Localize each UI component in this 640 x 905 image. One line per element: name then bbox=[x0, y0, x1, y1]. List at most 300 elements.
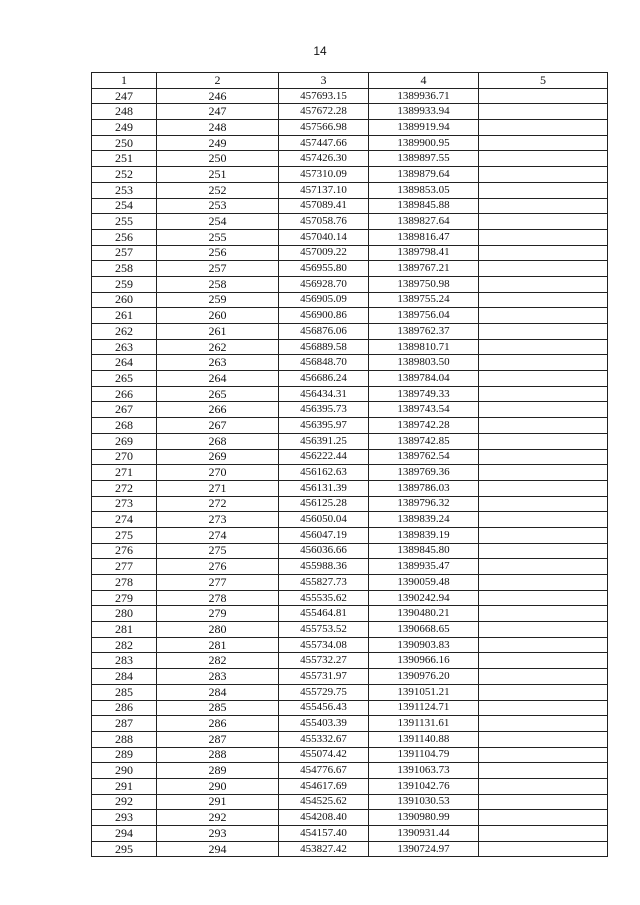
point-number-cell: 268 bbox=[92, 418, 157, 434]
note-cell bbox=[479, 794, 608, 810]
y-coordinate-cell: 1389798.41 bbox=[369, 245, 479, 261]
y-coordinate-cell: 1390903.83 bbox=[369, 637, 479, 653]
previous-point-cell: 285 bbox=[157, 700, 279, 716]
table-row bbox=[92, 653, 608, 669]
note-cell bbox=[479, 606, 608, 622]
previous-point-cell: 247 bbox=[157, 104, 279, 120]
point-number-cell: 260 bbox=[92, 292, 157, 308]
y-coordinate-cell: 1389742.85 bbox=[369, 433, 479, 449]
x-coordinate-cell: 457447.66 bbox=[279, 135, 369, 151]
point-number-cell: 254 bbox=[92, 198, 157, 214]
previous-point-cell: 254 bbox=[157, 214, 279, 230]
point-number-cell: 253 bbox=[92, 182, 157, 198]
note-cell bbox=[479, 826, 608, 842]
y-coordinate-cell: 1389750.98 bbox=[369, 276, 479, 292]
y-coordinate-cell: 1390242.94 bbox=[369, 590, 479, 606]
y-coordinate-cell: 1389749.33 bbox=[369, 386, 479, 402]
table-row bbox=[92, 606, 608, 622]
column-header-5: 5 bbox=[479, 73, 608, 89]
table-row bbox=[92, 669, 608, 685]
column-header-3: 3 bbox=[279, 73, 369, 89]
point-number-cell: 255 bbox=[92, 214, 157, 230]
table-row bbox=[92, 324, 608, 340]
previous-point-cell: 256 bbox=[157, 245, 279, 261]
note-cell bbox=[479, 308, 608, 324]
point-number-cell: 295 bbox=[92, 841, 157, 857]
previous-point-cell: 294 bbox=[157, 841, 279, 857]
x-coordinate-cell: 455403.39 bbox=[279, 716, 369, 732]
table-row bbox=[92, 402, 608, 418]
previous-point-cell: 293 bbox=[157, 826, 279, 842]
note-cell bbox=[479, 324, 608, 340]
table-row bbox=[92, 308, 608, 324]
x-coordinate-cell: 456391.25 bbox=[279, 433, 369, 449]
previous-point-cell: 292 bbox=[157, 810, 279, 826]
x-coordinate-cell: 454208.40 bbox=[279, 810, 369, 826]
previous-point-cell: 251 bbox=[157, 167, 279, 183]
x-coordinate-cell: 455753.52 bbox=[279, 622, 369, 638]
note-cell bbox=[479, 402, 608, 418]
y-coordinate-cell: 1391051.21 bbox=[369, 684, 479, 700]
y-coordinate-cell: 1389786.03 bbox=[369, 480, 479, 496]
x-coordinate-cell: 456395.97 bbox=[279, 418, 369, 434]
x-coordinate-cell: 456162.63 bbox=[279, 465, 369, 481]
table-row bbox=[92, 810, 608, 826]
point-number-cell: 271 bbox=[92, 465, 157, 481]
table-row bbox=[92, 684, 608, 700]
previous-point-cell: 267 bbox=[157, 418, 279, 434]
x-coordinate-cell: 455827.73 bbox=[279, 575, 369, 591]
note-cell bbox=[479, 512, 608, 528]
x-coordinate-cell: 457566.98 bbox=[279, 120, 369, 136]
note-cell bbox=[479, 669, 608, 685]
note-cell bbox=[479, 465, 608, 481]
y-coordinate-cell: 1389756.04 bbox=[369, 308, 479, 324]
table-row bbox=[92, 763, 608, 779]
previous-point-cell: 260 bbox=[157, 308, 279, 324]
table-row bbox=[92, 433, 608, 449]
table-row bbox=[92, 512, 608, 528]
note-cell bbox=[479, 810, 608, 826]
point-number-cell: 264 bbox=[92, 355, 157, 371]
x-coordinate-cell: 455734.08 bbox=[279, 637, 369, 653]
y-coordinate-cell: 1389900.95 bbox=[369, 135, 479, 151]
note-cell bbox=[479, 559, 608, 575]
note-cell bbox=[479, 120, 608, 136]
point-number-cell: 266 bbox=[92, 386, 157, 402]
note-cell bbox=[479, 731, 608, 747]
y-coordinate-cell: 1389839.19 bbox=[369, 527, 479, 543]
x-coordinate-cell: 454157.40 bbox=[279, 826, 369, 842]
point-number-cell: 250 bbox=[92, 135, 157, 151]
point-number-cell: 263 bbox=[92, 339, 157, 355]
y-coordinate-cell: 1391124.71 bbox=[369, 700, 479, 716]
note-cell bbox=[479, 135, 608, 151]
previous-point-cell: 259 bbox=[157, 292, 279, 308]
x-coordinate-cell: 457672.28 bbox=[279, 104, 369, 120]
y-coordinate-cell: 1389762.37 bbox=[369, 324, 479, 340]
point-number-cell: 285 bbox=[92, 684, 157, 700]
point-number-cell: 281 bbox=[92, 622, 157, 638]
previous-point-cell: 250 bbox=[157, 151, 279, 167]
point-number-cell: 269 bbox=[92, 433, 157, 449]
y-coordinate-cell: 1389755.24 bbox=[369, 292, 479, 308]
point-number-cell: 270 bbox=[92, 449, 157, 465]
point-number-cell: 293 bbox=[92, 810, 157, 826]
note-cell bbox=[479, 371, 608, 387]
previous-point-cell: 253 bbox=[157, 198, 279, 214]
x-coordinate-cell: 456222.44 bbox=[279, 449, 369, 465]
x-coordinate-cell: 455731.97 bbox=[279, 669, 369, 685]
y-coordinate-cell: 1389784.04 bbox=[369, 371, 479, 387]
note-cell bbox=[479, 480, 608, 496]
point-number-cell: 274 bbox=[92, 512, 157, 528]
point-number-cell: 258 bbox=[92, 261, 157, 277]
x-coordinate-cell: 456050.04 bbox=[279, 512, 369, 528]
note-cell bbox=[479, 104, 608, 120]
x-coordinate-cell: 455988.36 bbox=[279, 559, 369, 575]
table-row bbox=[92, 151, 608, 167]
table-body bbox=[92, 88, 608, 857]
note-cell bbox=[479, 386, 608, 402]
previous-point-cell: 284 bbox=[157, 684, 279, 700]
point-number-cell: 289 bbox=[92, 747, 157, 763]
note-cell bbox=[479, 637, 608, 653]
x-coordinate-cell: 456131.39 bbox=[279, 480, 369, 496]
table-row bbox=[92, 339, 608, 355]
note-cell bbox=[479, 778, 608, 794]
note-cell bbox=[479, 418, 608, 434]
previous-point-cell: 279 bbox=[157, 606, 279, 622]
table-row bbox=[92, 716, 608, 732]
previous-point-cell: 261 bbox=[157, 324, 279, 340]
table-row bbox=[92, 229, 608, 245]
y-coordinate-cell: 1389796.32 bbox=[369, 496, 479, 512]
x-coordinate-cell: 456889.58 bbox=[279, 339, 369, 355]
point-number-cell: 248 bbox=[92, 104, 157, 120]
y-coordinate-cell: 1391131.61 bbox=[369, 716, 479, 732]
table-row bbox=[92, 386, 608, 402]
x-coordinate-cell: 455456.43 bbox=[279, 700, 369, 716]
previous-point-cell: 268 bbox=[157, 433, 279, 449]
previous-point-cell: 276 bbox=[157, 559, 279, 575]
previous-point-cell: 270 bbox=[157, 465, 279, 481]
point-number-cell: 282 bbox=[92, 637, 157, 653]
table-row bbox=[92, 449, 608, 465]
table-row bbox=[92, 559, 608, 575]
x-coordinate-cell: 455729.75 bbox=[279, 684, 369, 700]
x-coordinate-cell: 455332.67 bbox=[279, 731, 369, 747]
y-coordinate-cell: 1390724.97 bbox=[369, 841, 479, 857]
note-cell bbox=[479, 716, 608, 732]
y-coordinate-cell: 1389845.88 bbox=[369, 198, 479, 214]
table-row bbox=[92, 245, 608, 261]
coordinates-table bbox=[91, 72, 608, 857]
note-cell bbox=[479, 229, 608, 245]
x-coordinate-cell: 456036.66 bbox=[279, 543, 369, 559]
previous-point-cell: 264 bbox=[157, 371, 279, 387]
y-coordinate-cell: 1389935.47 bbox=[369, 559, 479, 575]
x-coordinate-cell: 457009.22 bbox=[279, 245, 369, 261]
x-coordinate-cell: 456047.19 bbox=[279, 527, 369, 543]
previous-point-cell: 280 bbox=[157, 622, 279, 638]
y-coordinate-cell: 1391140.88 bbox=[369, 731, 479, 747]
y-coordinate-cell: 1389827.64 bbox=[369, 214, 479, 230]
note-cell bbox=[479, 590, 608, 606]
point-number-cell: 275 bbox=[92, 527, 157, 543]
table-row bbox=[92, 182, 608, 198]
x-coordinate-cell: 456395.73 bbox=[279, 402, 369, 418]
y-coordinate-cell: 1389810.71 bbox=[369, 339, 479, 355]
point-number-cell: 286 bbox=[92, 700, 157, 716]
previous-point-cell: 274 bbox=[157, 527, 279, 543]
y-coordinate-cell: 1389845.80 bbox=[369, 543, 479, 559]
previous-point-cell: 290 bbox=[157, 778, 279, 794]
table-row bbox=[92, 841, 608, 857]
previous-point-cell: 248 bbox=[157, 120, 279, 136]
note-cell bbox=[479, 527, 608, 543]
y-coordinate-cell: 1390931.44 bbox=[369, 826, 479, 842]
note-cell bbox=[479, 747, 608, 763]
previous-point-cell: 291 bbox=[157, 794, 279, 810]
point-number-cell: 277 bbox=[92, 559, 157, 575]
y-coordinate-cell: 1389936.71 bbox=[369, 88, 479, 104]
note-cell bbox=[479, 167, 608, 183]
note-cell bbox=[479, 292, 608, 308]
x-coordinate-cell: 456900.86 bbox=[279, 308, 369, 324]
note-cell bbox=[479, 763, 608, 779]
x-coordinate-cell: 457089.41 bbox=[279, 198, 369, 214]
previous-point-cell: 281 bbox=[157, 637, 279, 653]
note-cell bbox=[479, 622, 608, 638]
point-number-cell: 283 bbox=[92, 653, 157, 669]
x-coordinate-cell: 457426.30 bbox=[279, 151, 369, 167]
y-coordinate-cell: 1389767.21 bbox=[369, 261, 479, 277]
note-cell bbox=[479, 245, 608, 261]
x-coordinate-cell: 456905.09 bbox=[279, 292, 369, 308]
table-row bbox=[92, 794, 608, 810]
table-row bbox=[92, 496, 608, 512]
x-coordinate-cell: 456928.70 bbox=[279, 276, 369, 292]
previous-point-cell: 272 bbox=[157, 496, 279, 512]
y-coordinate-cell: 1389742.28 bbox=[369, 418, 479, 434]
previous-point-cell: 271 bbox=[157, 480, 279, 496]
point-number-cell: 257 bbox=[92, 245, 157, 261]
table-row bbox=[92, 480, 608, 496]
previous-point-cell: 266 bbox=[157, 402, 279, 418]
note-cell bbox=[479, 449, 608, 465]
point-number-cell: 273 bbox=[92, 496, 157, 512]
previous-point-cell: 252 bbox=[157, 182, 279, 198]
y-coordinate-cell: 1389879.64 bbox=[369, 167, 479, 183]
x-coordinate-cell: 454776.67 bbox=[279, 763, 369, 779]
table-row bbox=[92, 418, 608, 434]
table-row bbox=[92, 622, 608, 638]
y-coordinate-cell: 1389816.47 bbox=[369, 229, 479, 245]
y-coordinate-cell: 1389919.94 bbox=[369, 120, 479, 136]
point-number-cell: 280 bbox=[92, 606, 157, 622]
table-row bbox=[92, 637, 608, 653]
point-number-cell: 265 bbox=[92, 371, 157, 387]
y-coordinate-cell: 1390976.20 bbox=[369, 669, 479, 685]
x-coordinate-cell: 457040.14 bbox=[279, 229, 369, 245]
point-number-cell: 279 bbox=[92, 590, 157, 606]
note-cell bbox=[479, 339, 608, 355]
note-cell bbox=[479, 433, 608, 449]
y-coordinate-cell: 1389762.54 bbox=[369, 449, 479, 465]
x-coordinate-cell: 456686.24 bbox=[279, 371, 369, 387]
previous-point-cell: 258 bbox=[157, 276, 279, 292]
y-coordinate-cell: 1390980.99 bbox=[369, 810, 479, 826]
table-row bbox=[92, 575, 608, 591]
point-number-cell: 278 bbox=[92, 575, 157, 591]
page-number: 14 bbox=[313, 44, 327, 58]
x-coordinate-cell: 455464.81 bbox=[279, 606, 369, 622]
y-coordinate-cell: 1390966.16 bbox=[369, 653, 479, 669]
x-coordinate-cell: 457058.76 bbox=[279, 214, 369, 230]
table-row bbox=[92, 120, 608, 136]
previous-point-cell: 275 bbox=[157, 543, 279, 559]
table-row bbox=[92, 88, 608, 104]
point-number-cell: 292 bbox=[92, 794, 157, 810]
x-coordinate-cell: 456848.70 bbox=[279, 355, 369, 371]
previous-point-cell: 249 bbox=[157, 135, 279, 151]
x-coordinate-cell: 457310.09 bbox=[279, 167, 369, 183]
note-cell bbox=[479, 355, 608, 371]
note-cell bbox=[479, 543, 608, 559]
previous-point-cell: 257 bbox=[157, 261, 279, 277]
previous-point-cell: 262 bbox=[157, 339, 279, 355]
note-cell bbox=[479, 198, 608, 214]
point-number-cell: 287 bbox=[92, 716, 157, 732]
previous-point-cell: 246 bbox=[157, 88, 279, 104]
x-coordinate-cell: 455074.42 bbox=[279, 747, 369, 763]
x-coordinate-cell: 456434.31 bbox=[279, 386, 369, 402]
y-coordinate-cell: 1390480.21 bbox=[369, 606, 479, 622]
previous-point-cell: 273 bbox=[157, 512, 279, 528]
y-coordinate-cell: 1390059.48 bbox=[369, 575, 479, 591]
note-cell bbox=[479, 261, 608, 277]
note-cell bbox=[479, 214, 608, 230]
previous-point-cell: 263 bbox=[157, 355, 279, 371]
x-coordinate-cell: 457693.15 bbox=[279, 88, 369, 104]
y-coordinate-cell: 1391042.76 bbox=[369, 778, 479, 794]
table-header-row bbox=[92, 73, 608, 89]
point-number-cell: 252 bbox=[92, 167, 157, 183]
x-coordinate-cell: 457137.10 bbox=[279, 182, 369, 198]
y-coordinate-cell: 1389769.36 bbox=[369, 465, 479, 481]
point-number-cell: 288 bbox=[92, 731, 157, 747]
y-coordinate-cell: 1390668.65 bbox=[369, 622, 479, 638]
point-number-cell: 267 bbox=[92, 402, 157, 418]
point-number-cell: 290 bbox=[92, 763, 157, 779]
previous-point-cell: 286 bbox=[157, 716, 279, 732]
y-coordinate-cell: 1389839.24 bbox=[369, 512, 479, 528]
previous-point-cell: 282 bbox=[157, 653, 279, 669]
point-number-cell: 251 bbox=[92, 151, 157, 167]
x-coordinate-cell: 456955.80 bbox=[279, 261, 369, 277]
x-coordinate-cell: 455535.62 bbox=[279, 590, 369, 606]
y-coordinate-cell: 1389743.54 bbox=[369, 402, 479, 418]
table-row bbox=[92, 543, 608, 559]
table-row bbox=[92, 465, 608, 481]
x-coordinate-cell: 455732.27 bbox=[279, 653, 369, 669]
point-number-cell: 262 bbox=[92, 324, 157, 340]
point-number-cell: 294 bbox=[92, 826, 157, 842]
table-row bbox=[92, 731, 608, 747]
previous-point-cell: 269 bbox=[157, 449, 279, 465]
x-coordinate-cell: 456125.28 bbox=[279, 496, 369, 512]
previous-point-cell: 277 bbox=[157, 575, 279, 591]
table-row bbox=[92, 292, 608, 308]
note-cell bbox=[479, 276, 608, 292]
point-number-cell: 284 bbox=[92, 669, 157, 685]
x-coordinate-cell: 453827.42 bbox=[279, 841, 369, 857]
table-row bbox=[92, 778, 608, 794]
table-row bbox=[92, 700, 608, 716]
previous-point-cell: 287 bbox=[157, 731, 279, 747]
point-number-cell: 261 bbox=[92, 308, 157, 324]
note-cell bbox=[479, 575, 608, 591]
table-row bbox=[92, 261, 608, 277]
note-cell bbox=[479, 841, 608, 857]
note-cell bbox=[479, 653, 608, 669]
table-row bbox=[92, 214, 608, 230]
table-row bbox=[92, 167, 608, 183]
y-coordinate-cell: 1389853.05 bbox=[369, 182, 479, 198]
table-row bbox=[92, 371, 608, 387]
point-number-cell: 249 bbox=[92, 120, 157, 136]
y-coordinate-cell: 1391063.73 bbox=[369, 763, 479, 779]
y-coordinate-cell: 1391104.79 bbox=[369, 747, 479, 763]
table-row bbox=[92, 747, 608, 763]
y-coordinate-cell: 1389933.94 bbox=[369, 104, 479, 120]
column-header-4: 4 bbox=[369, 73, 479, 89]
previous-point-cell: 283 bbox=[157, 669, 279, 685]
note-cell bbox=[479, 182, 608, 198]
table-row bbox=[92, 355, 608, 371]
table-row bbox=[92, 135, 608, 151]
previous-point-cell: 288 bbox=[157, 747, 279, 763]
table-row bbox=[92, 104, 608, 120]
note-cell bbox=[479, 684, 608, 700]
point-number-cell: 259 bbox=[92, 276, 157, 292]
y-coordinate-cell: 1391030.53 bbox=[369, 794, 479, 810]
point-number-cell: 291 bbox=[92, 778, 157, 794]
column-header-2: 2 bbox=[157, 73, 279, 89]
note-cell bbox=[479, 88, 608, 104]
x-coordinate-cell: 454525.62 bbox=[279, 794, 369, 810]
point-number-cell: 272 bbox=[92, 480, 157, 496]
table-row bbox=[92, 276, 608, 292]
note-cell bbox=[479, 151, 608, 167]
y-coordinate-cell: 1389803.50 bbox=[369, 355, 479, 371]
previous-point-cell: 278 bbox=[157, 590, 279, 606]
table-row bbox=[92, 527, 608, 543]
y-coordinate-cell: 1389897.55 bbox=[369, 151, 479, 167]
table-row bbox=[92, 198, 608, 214]
previous-point-cell: 289 bbox=[157, 763, 279, 779]
table-row bbox=[92, 826, 608, 842]
column-header-1: 1 bbox=[92, 73, 157, 89]
point-number-cell: 247 bbox=[92, 88, 157, 104]
point-number-cell: 276 bbox=[92, 543, 157, 559]
note-cell bbox=[479, 700, 608, 716]
x-coordinate-cell: 454617.69 bbox=[279, 778, 369, 794]
x-coordinate-cell: 456876.06 bbox=[279, 324, 369, 340]
previous-point-cell: 255 bbox=[157, 229, 279, 245]
table-row bbox=[92, 590, 608, 606]
